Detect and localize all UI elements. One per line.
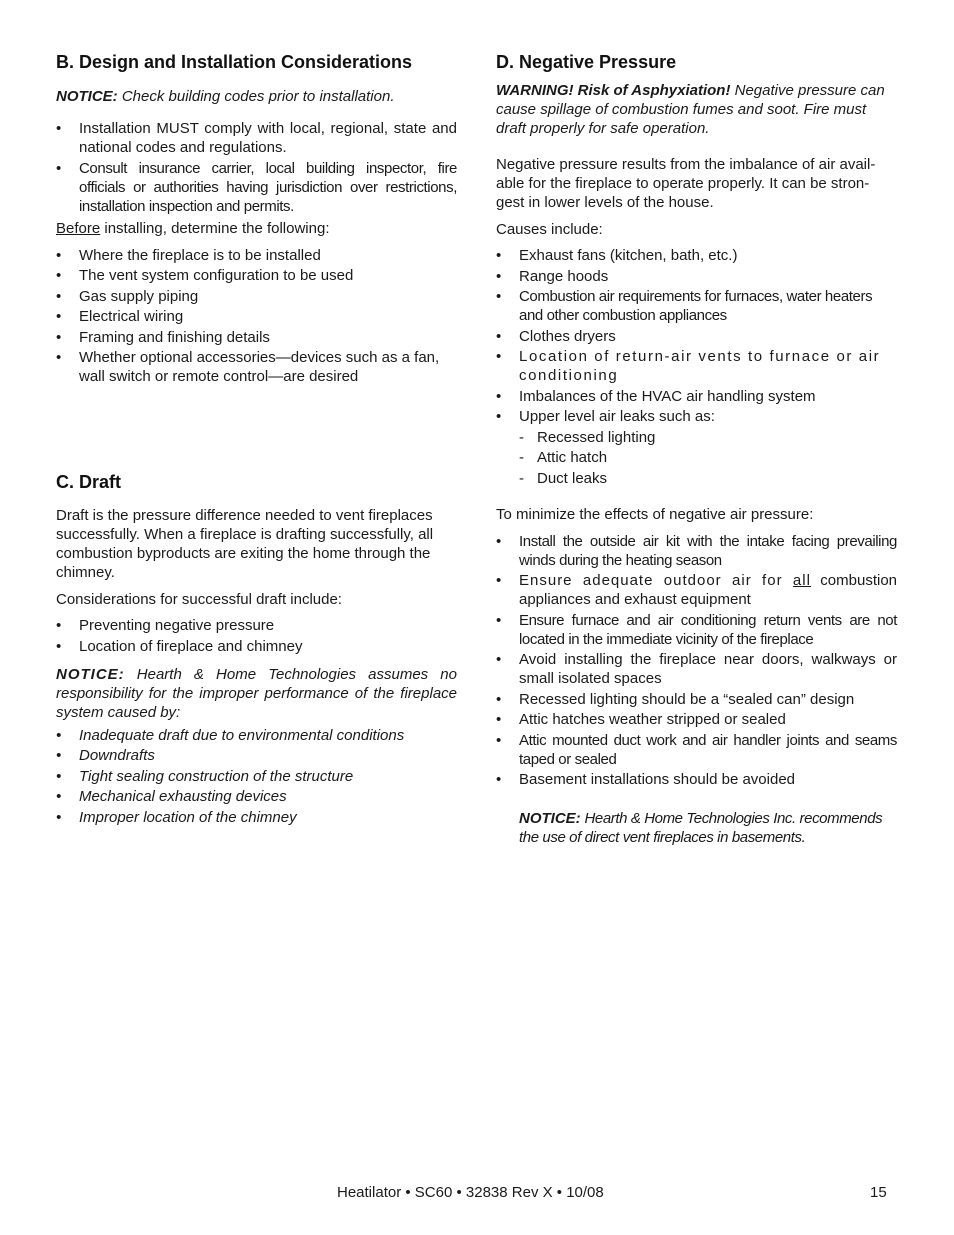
item-text: Ensure adequate outdoor air for xyxy=(519,572,793,589)
list-item: • Recessed lighting should be a “sealed can” design xyxy=(496,690,897,709)
list-item: • Gas supply piping xyxy=(56,287,457,306)
document-info: Heatilator • SC60 • 32838 Rev X • 10/08 xyxy=(337,1184,604,1201)
list-item: • Whether optional accessories—devices such as a fan, wall switch or remote control—are desired xyxy=(56,348,457,386)
section-d-heading: D. Negative Pressure xyxy=(496,52,677,72)
list-item: • Preventing negative pressure xyxy=(56,616,457,635)
list-item: • Install the outside air kit with the intake facing prevailing winds during the heating season xyxy=(496,532,897,570)
list-item: • Electrical wiring xyxy=(56,307,457,326)
list-item: • Downdrafts xyxy=(56,746,457,765)
caused-by-list xyxy=(56,726,457,827)
left-column xyxy=(56,50,457,828)
list-item: • The vent system configuration to be used xyxy=(56,266,457,285)
notice-text: Hearth & Home Technologies assumes no responsibility for the improper performance of the fireplace system caused by: xyxy=(56,665,457,721)
list-item: • Attic hatches weather stripped or sealed xyxy=(496,710,897,729)
warning-text: Negative pressure can cause spillage of combustion fumes and soot. Fire must draft properly for safe operation. xyxy=(496,82,885,137)
list-item xyxy=(496,571,897,609)
list-item: • Tight sealing construction of the structure xyxy=(56,767,457,786)
section-b-notice xyxy=(56,87,457,106)
list-item: • Location of fireplace and chimney xyxy=(56,637,457,656)
list-item: - Attic hatch xyxy=(519,448,897,467)
asphyxiation-warning xyxy=(496,81,897,138)
page-number: 15 xyxy=(870,1184,887,1201)
section-b-heading: B. Design and Installation Considerations xyxy=(56,52,413,72)
section-c-heading: C. Draft xyxy=(56,472,122,492)
list-item: • Attic mounted duct work and air handler joints and seams taped or sealed xyxy=(496,731,897,769)
list-item: • Imbalances of the HVAC air handling system xyxy=(496,387,897,406)
list-item: • Improper location of the chimney xyxy=(56,808,457,827)
list-item: - Recessed lighting xyxy=(519,428,897,447)
list-item: • Mechanical exhausting devices xyxy=(56,787,457,806)
list-item: • Range hoods xyxy=(496,267,897,286)
before-word: Before xyxy=(56,219,101,237)
list-item: • Location of return-air vents to furnace or air conditioning xyxy=(496,347,897,385)
list-item: • Clothes dryers xyxy=(496,327,897,346)
list-item: • Avoid installing the fireplace near doors, walkways or small isolated spaces xyxy=(496,650,897,688)
before-installing-line xyxy=(56,219,457,238)
notice-text: Hearth & Home Technologies Inc. recommends the use of direct vent fireplaces in basements. xyxy=(519,810,883,846)
causes-list xyxy=(496,246,897,426)
all-word: all xyxy=(792,572,811,589)
air-leaks-list xyxy=(496,428,897,488)
list-item: • Framing and finishing details xyxy=(56,328,457,347)
compliance-list xyxy=(56,119,457,216)
list-item: • Upper level air leaks such as: xyxy=(496,407,897,426)
determine-list xyxy=(56,246,457,387)
list-item: - Duct leaks xyxy=(519,469,897,488)
causes-intro: Causes include: xyxy=(496,221,603,238)
right-column xyxy=(496,50,897,847)
draft-paragraph: Draft is the pressure difference needed to vent fireplaces successfully. When a fireplace is drafting successfully, all combustion byproducts are exiting the home through the chimney. xyxy=(56,507,434,581)
list-item: • Consult insurance carrier, local building inspector, fire officials or authorities having jurisdiction over restrictions, installation inspection and permits. xyxy=(56,159,457,216)
notice-label: NOTICE: xyxy=(519,810,581,827)
minimize-intro: To minimize the effects of negative air pressure: xyxy=(496,505,814,523)
list-item: • Combustion air requirements for furnaces, water heaters and other combustion appliances xyxy=(496,287,897,325)
warning-label: WARNING! Risk of Asphyxiation! xyxy=(496,82,731,99)
section-c-notice xyxy=(56,665,457,722)
list-item: • Where the fireplace is to be installed xyxy=(56,246,457,265)
item-text: combustion appliances and exhaust equipment xyxy=(519,572,897,608)
before-rest: installing, determine the following: xyxy=(100,219,330,237)
list-item: • Installation MUST comply with local, regional, state and national codes and regulations. xyxy=(56,119,457,157)
notice-label: NOTICE: xyxy=(56,665,125,683)
notice-label: NOTICE: xyxy=(56,88,118,105)
list-item: • Ensure furnace and air conditioning return vents are not located in the immediate vicinity of the fireplace xyxy=(496,611,897,649)
notice-text: Check building codes prior to installation. xyxy=(117,88,395,105)
minimize-list xyxy=(496,532,897,790)
list-item: • Exhaust fans (kitchen, bath, etc.) xyxy=(496,246,897,265)
considerations-list xyxy=(56,616,457,656)
considerations-intro: Considerations for successful draft include: xyxy=(56,591,342,608)
negative-pressure-paragraph: Negative pressure results from the imbalance of air avail-able for the fireplace to operate properly. It can be stron-gest in lower levels of the house. xyxy=(496,156,876,211)
basement-notice xyxy=(496,809,897,847)
list-item: • Inadequate draft due to environmental conditions xyxy=(56,726,457,745)
list-item: • Basement installations should be avoided xyxy=(496,770,897,789)
